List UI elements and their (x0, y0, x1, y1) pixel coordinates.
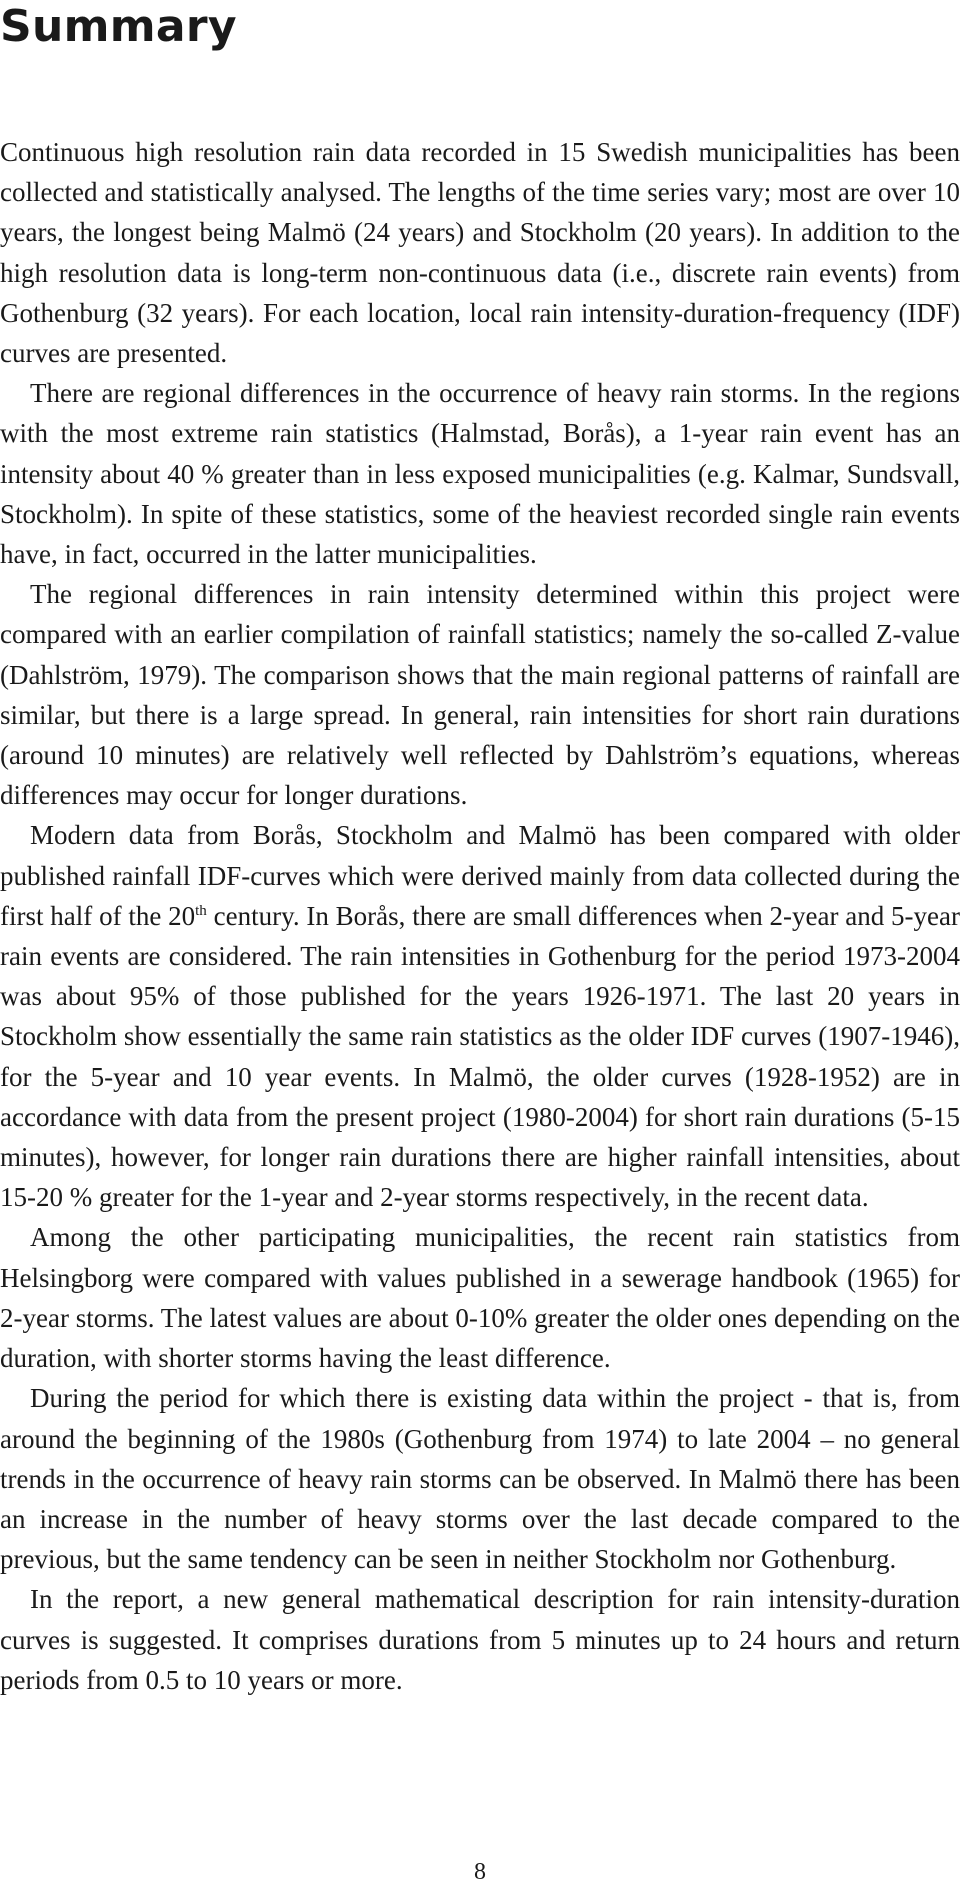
page-number: 8 (474, 1859, 486, 1885)
paragraph-3: The regional differences in rain intensity determined within this project were compared with an earlier compilation of rainfall statistics; namely the so-called Z-value (Dahlström, 1979). The comparison shows that the main regional patterns of rainfall are similar, but there is a large spread. In general, rain intensities for short rain durations (around 10 minutes) are relatively well reflected by Dahlström’s equations, whereas differences may occur for longer durations. (0, 579, 960, 811)
ordinal-superscript: th (195, 902, 207, 919)
paragraph-4-text-before: Modern data from Borås, Stockholm and Malmö has been compared with older published rainfall IDF-curves which were derived mainly from data collected during the first half of the 20 (0, 820, 960, 931)
paragraph-5: Among the other participating municipalities, the recent rain statistics from Helsingborg were compared with values published in a sewerage handbook (1965) for 2-year storms. The latest values are about 0-10% greater the older ones depending on the duration, with shorter storms having the least difference. (0, 1222, 960, 1374)
paragraph-1: Continuous high resolution rain data recorded in 15 Swedish municipalities has been collected and statistically analysed. The lengths of the time series vary; most are over 10 years, the longest being Malmö (24 years) and Stockholm (20 years). In addition to the high resolution data is long-term non-continuous data (i.e., discrete rain events) from Gothenburg (32 years). For each location, local rain intensity-duration-frequency (IDF) curves are presented. (0, 137, 960, 369)
summary-body (0, 132, 960, 1700)
page-title: Summary (0, 1, 237, 52)
paragraph-6: During the period for which there is existing data within the project - that is, from around the beginning of the 1980s (Gothenburg from 1974) to late 2004 – no general trends in the occurrence of heavy rain storms can be observed. In Malmö there has been an increase in the number of heavy storms over the last decade compared to the previous, but the same tendency can be seen in neither Stockholm nor Gothenburg. (0, 1383, 960, 1575)
paragraph-2: There are regional differences in the occurrence of heavy rain storms. In the regions with the most extreme rain statistics (Halmstad, Borås), a 1-year rain event has an intensity about 40 % greater than in less exposed municipalities (e.g. Kalmar, Sundsvall, Stockholm). In spite of these statistics, some of the heaviest recorded single rain events have, in fact, occurred in the latter municipalities. (0, 378, 960, 570)
paragraph-7: In the report, a new general mathematical description for rain intensity-duration curves is suggested. It comprises durations from 5 minutes up to 24 hours and return periods from 0.5 to 10 years or more. (0, 1584, 960, 1695)
paragraph-4-text-after: century. In Borås, there are small differences when 2-year and 5-year rain events are considered. The rain intensities in Gothenburg for the period 1973-2004 was about 95% of those published for the years 1926-1971. The last 20 years in Stockholm show essentially the same rain statistics as the older IDF curves (1907-1946), for the 5-year and 10 year events. In Malmö, the older curves (1928-1952) are in accordance with data from the present project (1980-2004) for short rain durations (5-15 minutes), however, for longer rain durations there are higher rainfall intensities, about 15-20 % greater for the 1-year and 2-year storms respectively, in the recent data. (0, 900, 960, 1213)
paragraph-4 (0, 815, 960, 1217)
